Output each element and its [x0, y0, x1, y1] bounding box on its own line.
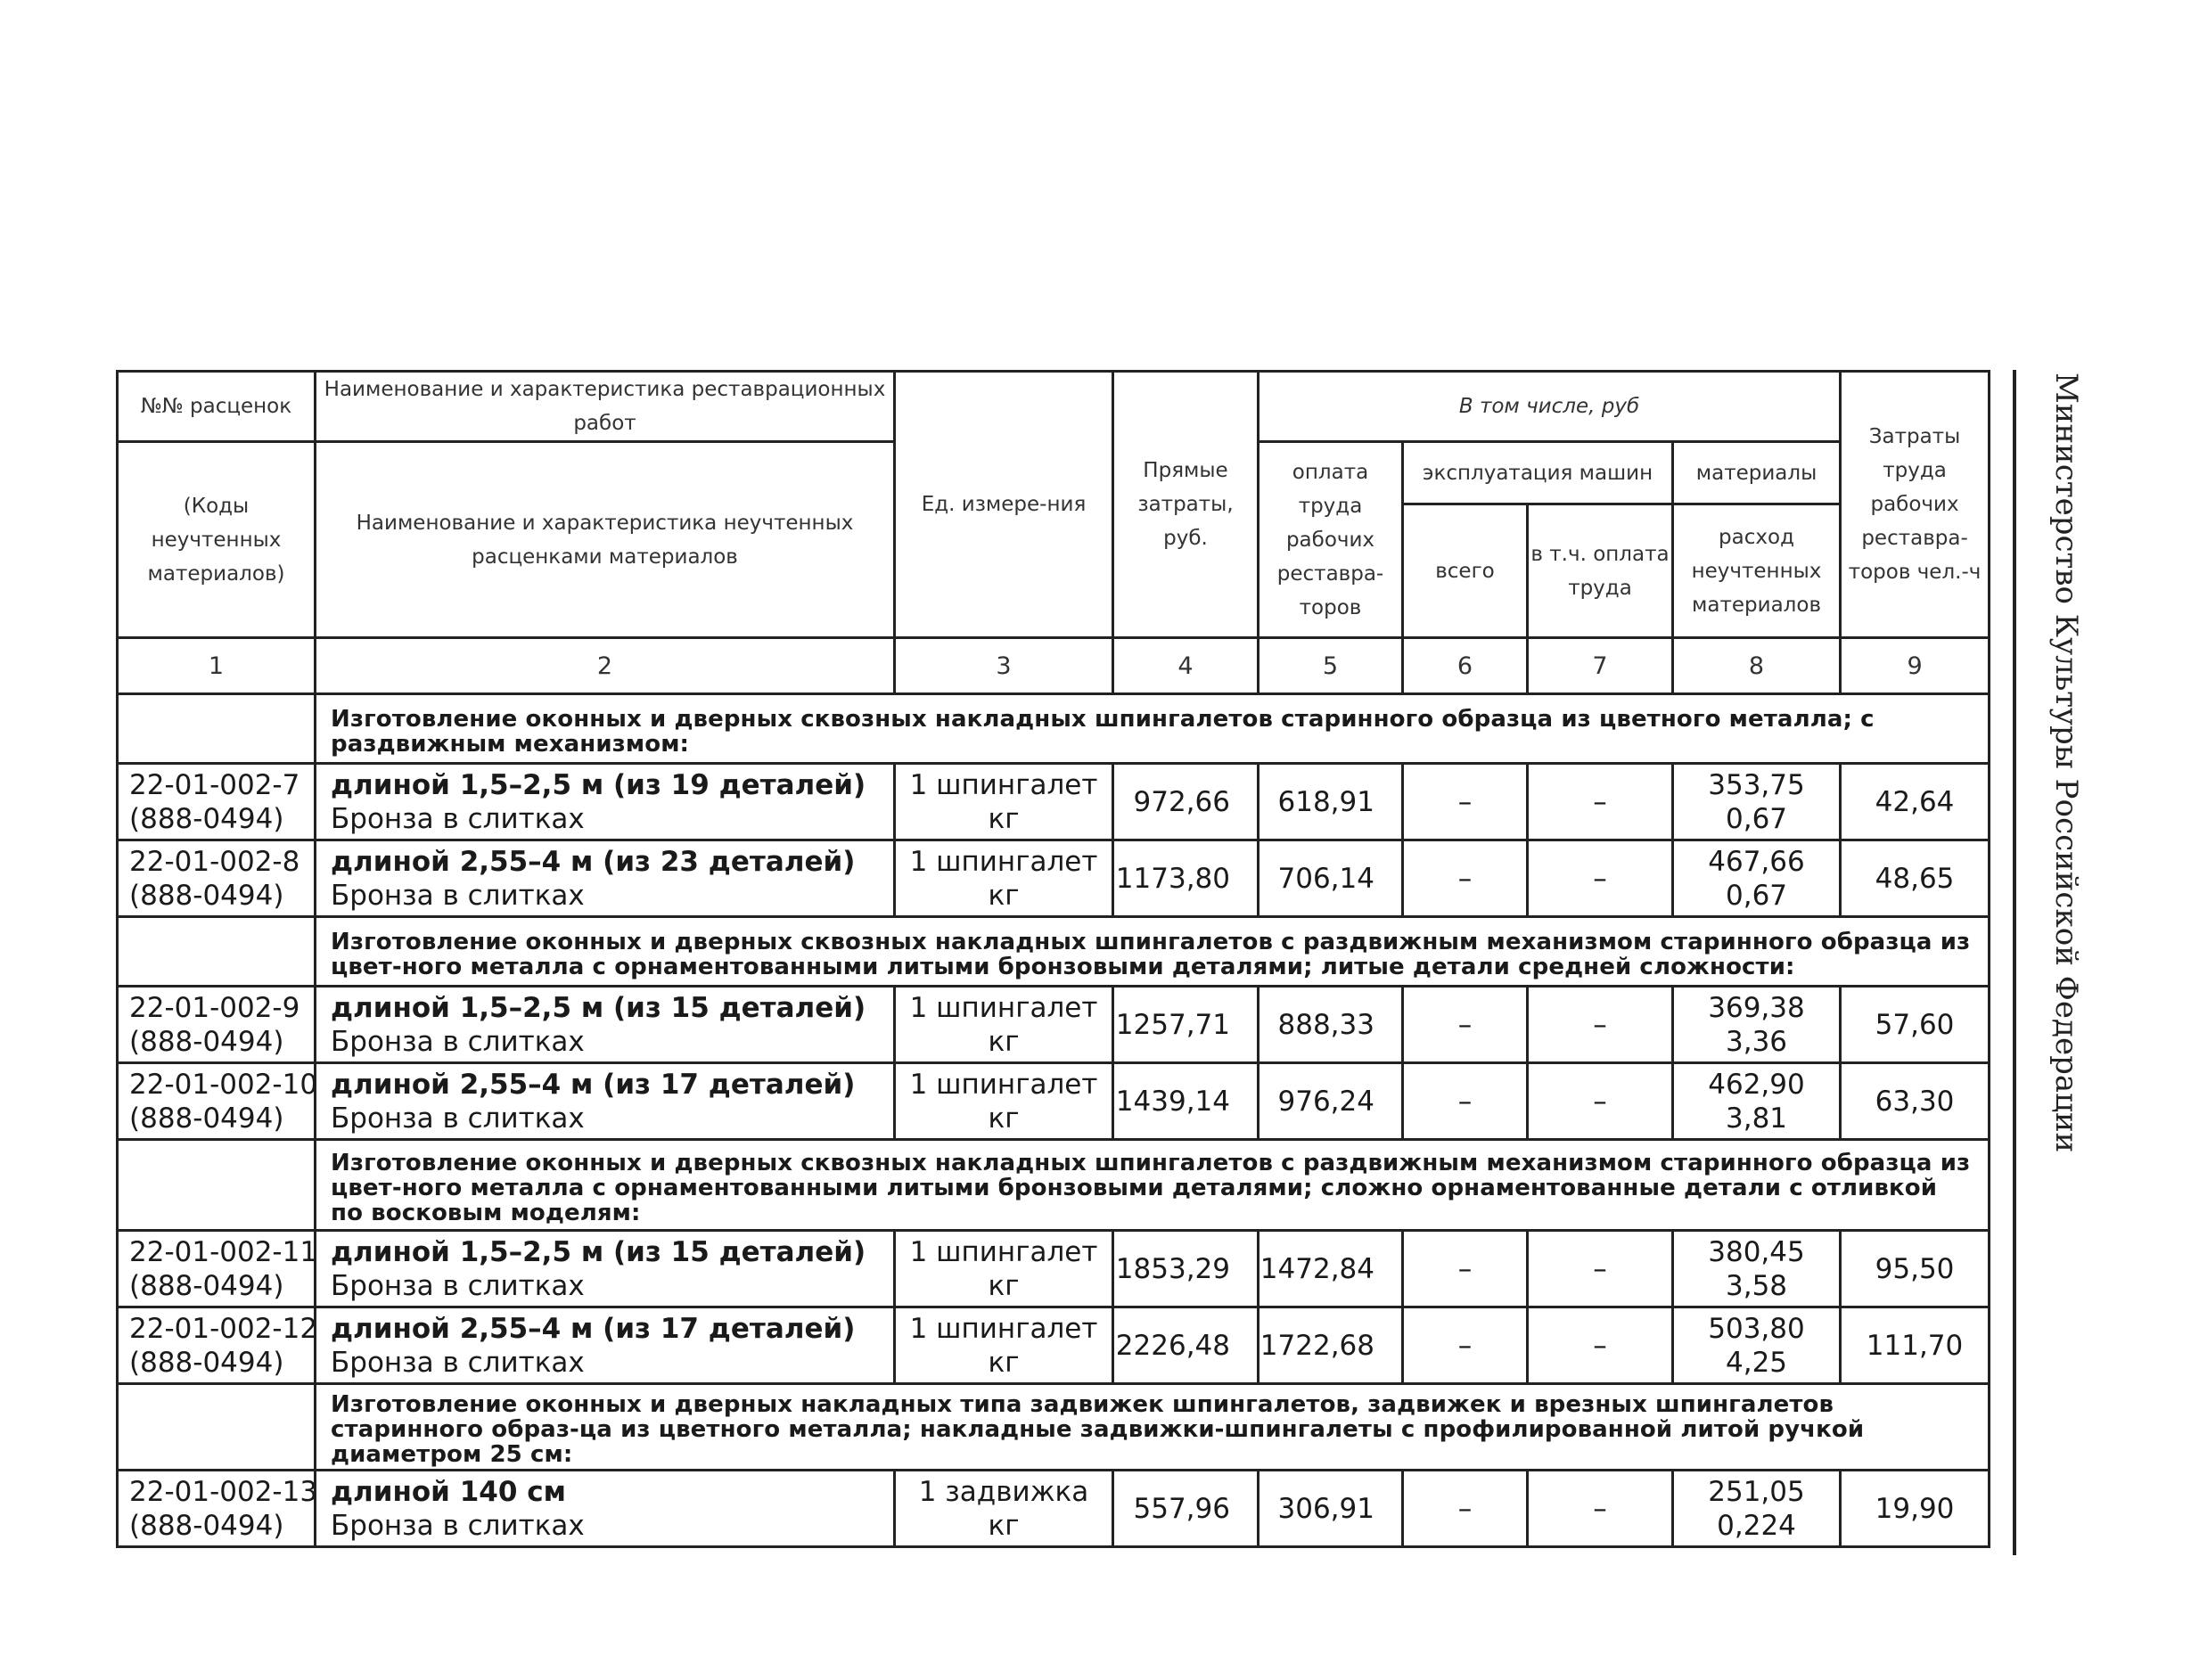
column-number: 8 — [1673, 638, 1841, 694]
direct-cost-value: 557,96 — [1133, 1492, 1230, 1525]
table-row — [118, 987, 1990, 1063]
unit-material-value: кг — [988, 879, 1020, 912]
rate-code-cell — [118, 1231, 316, 1307]
header-labor-hours: Затраты труда рабочих реставра-торов чел.-ч — [1841, 372, 1990, 638]
machines-labor-value: – — [1593, 785, 1607, 818]
section-code-cell — [118, 1384, 316, 1471]
materials-cell — [1673, 1231, 1841, 1307]
machines-total-cell — [1403, 840, 1528, 917]
header-machines-labor: в т.ч. оплата труда — [1528, 504, 1673, 638]
materials-material-value: 3,36 — [1726, 1025, 1788, 1058]
labor-pay-value: 1472,84 — [1260, 1252, 1374, 1285]
machines-total-cell — [1403, 1307, 1528, 1384]
table-row — [118, 1231, 1990, 1307]
machines-total-value: – — [1457, 1329, 1473, 1362]
table-row — [118, 1307, 1990, 1384]
column-number: 2 — [316, 638, 895, 694]
rate-code-material-value: (888-0494) — [129, 1509, 284, 1542]
direct-cost-value: 1257,71 — [1115, 1008, 1230, 1041]
machines-labor-value: – — [1593, 1492, 1607, 1525]
machines-total-value: – — [1457, 1085, 1473, 1118]
header-labor-pay: оплата труда рабочих реставра-торов — [1259, 442, 1403, 638]
section-title: Изготовление оконных и дверных сквозных накладных шпингалетов с раздвижным механизмом старинного образца из цвет-ного металла с орнаментованными литыми бронзовыми деталями; сложно орнаментованные детали с отливкой по восковым моделям: — [316, 1140, 1990, 1231]
table-row — [118, 1471, 1990, 1547]
unit-cell — [895, 764, 1113, 840]
labor-pay-value: 1722,68 — [1260, 1329, 1374, 1362]
table-row — [118, 840, 1990, 917]
direct-cost-cell — [1113, 764, 1259, 840]
machines-total-cell — [1403, 987, 1528, 1063]
materials-value: 467,66 — [1708, 845, 1805, 878]
rate-code-material-value: (888-0494) — [129, 1025, 284, 1058]
machines-labor-value: – — [1593, 1085, 1607, 1118]
work-name-value: длиной 2,55–4 м (из 23 деталей) — [331, 845, 856, 878]
work-name-cell — [316, 840, 895, 917]
unit-cell — [895, 1063, 1113, 1140]
unit-cell — [895, 987, 1113, 1063]
rate-code-value: 22-01-002-10 — [129, 1068, 318, 1101]
materials-value: 462,90 — [1708, 1068, 1805, 1101]
materials-value: 380,45 — [1708, 1235, 1805, 1268]
column-number: 4 — [1113, 638, 1259, 694]
labor-hours-cell — [1841, 1471, 1990, 1547]
work-name-material-value: Бронза в слитках — [331, 1102, 585, 1135]
machines-labor-value: – — [1593, 1252, 1607, 1285]
materials-cell — [1673, 840, 1841, 917]
labor-hours-value: 42,64 — [1875, 785, 1955, 818]
direct-cost-cell — [1113, 987, 1259, 1063]
machines-total-cell — [1403, 1231, 1528, 1307]
work-name-material-value: Бронза в слитках — [331, 1025, 585, 1058]
labor-hours-cell — [1841, 1063, 1990, 1140]
work-name-cell — [316, 1307, 895, 1384]
header-col1-top: №№ расценок — [118, 372, 316, 442]
header-materials: материалы — [1673, 442, 1841, 504]
machines-total-value: – — [1457, 785, 1473, 818]
margin-rule — [2013, 370, 2016, 1555]
rate-code-cell — [118, 1063, 316, 1140]
labor-pay-cell — [1259, 1063, 1403, 1140]
section-row — [118, 694, 1990, 764]
machines-total-value: – — [1457, 1008, 1473, 1041]
labor-pay-cell — [1259, 987, 1403, 1063]
labor-pay-value: 706,14 — [1277, 862, 1374, 895]
labor-hours-cell — [1841, 840, 1990, 917]
header-col2-top: Наименование и характеристика реставрационных работ — [316, 372, 895, 442]
direct-cost-value: 1439,14 — [1115, 1085, 1230, 1118]
materials-material-value: 0,224 — [1717, 1509, 1796, 1542]
materials-value: 251,05 — [1708, 1475, 1805, 1508]
machines-total-cell — [1403, 1471, 1528, 1547]
materials-material-value: 0,67 — [1726, 879, 1788, 912]
labor-hours-cell — [1841, 764, 1990, 840]
labor-pay-cell — [1259, 764, 1403, 840]
labor-hours-value: 57,60 — [1875, 1008, 1955, 1041]
direct-cost-cell — [1113, 1063, 1259, 1140]
unit-value: 1 задвижка — [918, 1475, 1089, 1508]
section-code-cell — [118, 1140, 316, 1231]
labor-pay-value: 618,91 — [1277, 785, 1374, 818]
labor-pay-value: 888,33 — [1277, 1008, 1374, 1041]
column-number: 6 — [1403, 638, 1528, 694]
rate-code-material-value: (888-0494) — [129, 802, 284, 835]
rate-code-material-value: (888-0494) — [129, 1346, 284, 1379]
work-name-cell — [316, 764, 895, 840]
rate-code-value: 22-01-002-11 — [129, 1235, 318, 1268]
rate-code-cell — [118, 840, 316, 917]
table-body — [118, 694, 1990, 1547]
materials-material-value: 3,58 — [1726, 1269, 1788, 1302]
unit-cell — [895, 840, 1113, 917]
labor-hours-value: 111,70 — [1866, 1329, 1964, 1362]
section-code-cell — [118, 694, 316, 764]
machines-labor-cell — [1528, 840, 1673, 917]
section-title: Изготовление оконных и дверных накладных типа задвижек шпингалетов, задвижек и врезных шпингалетов старинного образ-ца из цветного металла; накладные задвижки-шпингалеты с профилированной литой ручкой диаметром 25 см: — [316, 1384, 1990, 1471]
machines-labor-value: – — [1593, 1008, 1607, 1041]
work-name-cell — [316, 1471, 895, 1547]
header-machines-total: всего — [1403, 504, 1528, 638]
unit-value: 1 шпингалет — [909, 1312, 1098, 1345]
machines-labor-cell — [1528, 1063, 1673, 1140]
rate-code-material-value: (888-0494) — [129, 879, 284, 912]
work-name-material-value: Бронза в слитках — [331, 802, 585, 835]
work-name-value: длиной 140 см — [331, 1475, 566, 1508]
unit-material-value: кг — [988, 1025, 1020, 1058]
direct-cost-value: 972,66 — [1133, 785, 1230, 818]
work-name-material-value: Бронза в слитках — [331, 879, 585, 912]
machines-total-value: – — [1457, 1252, 1473, 1285]
labor-hours-value: 63,30 — [1875, 1085, 1955, 1118]
unit-material-value: кг — [988, 1509, 1020, 1542]
work-name-value: длиной 2,55–4 м (из 17 деталей) — [331, 1068, 856, 1101]
labor-pay-value: 306,91 — [1277, 1492, 1374, 1525]
rate-code-cell — [118, 1471, 316, 1547]
rate-code-cell — [118, 987, 316, 1063]
header-machines: эксплуатация машин — [1403, 442, 1673, 504]
work-name-material-value: Бронза в слитках — [331, 1346, 585, 1379]
unit-material-value: кг — [988, 1269, 1020, 1302]
direct-cost-cell — [1113, 1471, 1259, 1547]
work-name-material-value: Бронза в слитках — [331, 1269, 585, 1302]
header-col2-bottom: Наименование и характеристика неучтенных расценками материалов — [316, 442, 895, 638]
machines-labor-cell — [1528, 764, 1673, 840]
side-caption: Министерство Культуры Российской Федерации — [2048, 373, 2084, 1153]
labor-hours-value: 95,50 — [1875, 1252, 1955, 1285]
section-row — [118, 1384, 1990, 1471]
materials-cell — [1673, 1063, 1841, 1140]
header-group-including: В том числе, руб — [1259, 372, 1841, 442]
column-number: 7 — [1528, 638, 1673, 694]
machines-total-cell — [1403, 1063, 1528, 1140]
work-name-value: длиной 1,5–2,5 м (из 15 деталей) — [331, 991, 866, 1024]
labor-pay-value: 976,24 — [1277, 1085, 1374, 1118]
rate-code-cell — [118, 764, 316, 840]
machines-labor-cell — [1528, 1231, 1673, 1307]
labor-pay-cell — [1259, 1307, 1403, 1384]
materials-value: 369,38 — [1708, 991, 1805, 1024]
rate-code-material-value: (888-0494) — [129, 1269, 284, 1302]
header-unit: Ед. измере-ния — [895, 372, 1113, 638]
work-name-value: длиной 2,55–4 м (из 17 деталей) — [331, 1312, 856, 1345]
unit-value: 1 шпингалет — [909, 991, 1098, 1024]
section-row — [118, 1140, 1990, 1231]
machines-labor-cell — [1528, 987, 1673, 1063]
labor-hours-value: 48,65 — [1875, 862, 1955, 895]
work-name-cell — [316, 1231, 895, 1307]
machines-total-value: – — [1457, 862, 1473, 895]
work-name-value: длиной 1,5–2,5 м (из 15 деталей) — [331, 1235, 866, 1268]
rate-code-cell — [118, 1307, 316, 1384]
machines-labor-cell — [1528, 1307, 1673, 1384]
machines-labor-value: – — [1593, 1329, 1607, 1362]
direct-cost-value: 2226,48 — [1115, 1329, 1230, 1362]
labor-pay-cell — [1259, 1231, 1403, 1307]
materials-material-value: 0,67 — [1726, 802, 1788, 835]
direct-cost-value: 1853,29 — [1115, 1252, 1230, 1285]
column-number: 1 — [118, 638, 316, 694]
materials-material-value: 4,25 — [1726, 1346, 1788, 1379]
direct-cost-cell — [1113, 1231, 1259, 1307]
rate-code-value: 22-01-002-8 — [129, 845, 300, 878]
unit-cell — [895, 1307, 1113, 1384]
labor-hours-cell — [1841, 987, 1990, 1063]
materials-value: 353,75 — [1708, 768, 1805, 801]
column-number: 3 — [895, 638, 1113, 694]
direct-cost-cell — [1113, 840, 1259, 917]
unit-cell — [895, 1471, 1113, 1547]
rates-table — [116, 370, 1990, 1548]
column-number: 9 — [1841, 638, 1990, 694]
section-title: Изготовление оконных и дверных сквозных накладных шпингалетов с раздвижным механизмом старинного образца из цвет-ного металла с орнаментованными литыми бронзовыми деталями; литые детали средней сложности: — [316, 917, 1990, 987]
unit-material-value: кг — [988, 802, 1020, 835]
unit-value: 1 шпингалет — [909, 1235, 1098, 1268]
unit-material-value: кг — [988, 1346, 1020, 1379]
materials-cell — [1673, 1471, 1841, 1547]
rate-code-material-value: (888-0494) — [129, 1102, 284, 1135]
section-row — [118, 917, 1990, 987]
direct-cost-value: 1173,80 — [1115, 862, 1230, 895]
materials-cell — [1673, 987, 1841, 1063]
materials-cell — [1673, 1307, 1841, 1384]
unit-value: 1 шпингалет — [909, 1068, 1098, 1101]
column-number: 5 — [1259, 638, 1403, 694]
work-name-material-value: Бронза в слитках — [331, 1509, 585, 1542]
unit-cell — [895, 1231, 1113, 1307]
direct-cost-cell — [1113, 1307, 1259, 1384]
machines-labor-value: – — [1593, 862, 1607, 895]
rate-code-value: 22-01-002-12 — [129, 1312, 318, 1345]
labor-hours-cell — [1841, 1231, 1990, 1307]
rate-code-value: 22-01-002-13 — [129, 1475, 318, 1508]
rate-code-value: 22-01-002-9 — [129, 991, 300, 1024]
work-name-cell — [316, 1063, 895, 1140]
unit-value: 1 шпингалет — [909, 845, 1098, 878]
header-materials-usage: расход неучтенных материалов — [1673, 504, 1841, 638]
header-direct-costs: Прямые затраты, руб. — [1113, 372, 1259, 638]
machines-total-value: – — [1457, 1492, 1473, 1525]
labor-pay-cell — [1259, 1471, 1403, 1547]
section-title: Изготовление оконных и дверных сквозных накладных шпингалетов старинного образца из цветного металла; с раздвижным механизмом: — [316, 694, 1990, 764]
materials-cell — [1673, 764, 1841, 840]
machines-total-cell — [1403, 764, 1528, 840]
header-col1-bottom: (Коды неучтенных материалов) — [118, 442, 316, 638]
labor-pay-cell — [1259, 840, 1403, 917]
materials-material-value: 3,81 — [1726, 1102, 1788, 1135]
table-row — [118, 1063, 1990, 1140]
materials-value: 503,80 — [1708, 1312, 1805, 1345]
labor-hours-cell — [1841, 1307, 1990, 1384]
table-row — [118, 764, 1990, 840]
section-code-cell — [118, 917, 316, 987]
unit-material-value: кг — [988, 1102, 1020, 1135]
labor-hours-value: 19,90 — [1875, 1492, 1955, 1525]
unit-value: 1 шпингалет — [909, 768, 1098, 801]
machines-labor-cell — [1528, 1471, 1673, 1547]
work-name-value: длиной 1,5–2,5 м (из 19 деталей) — [331, 768, 866, 801]
rate-code-value: 22-01-002-7 — [129, 768, 300, 801]
work-name-cell — [316, 987, 895, 1063]
